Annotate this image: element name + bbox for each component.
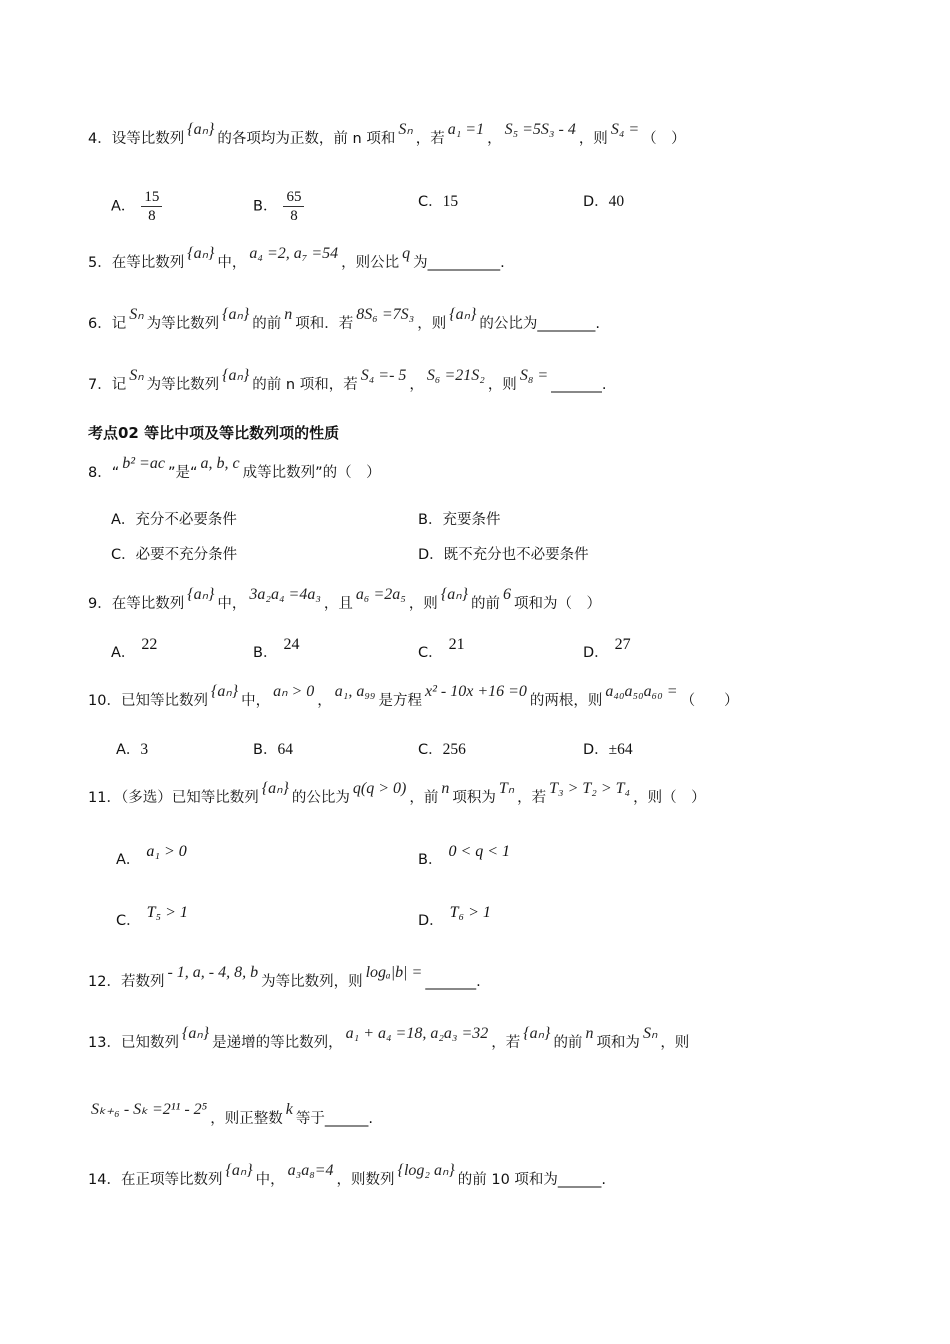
question-text: ， bbox=[487, 131, 502, 147]
question-text: 14．在正项等比数列 bbox=[88, 1172, 223, 1188]
question-4 bbox=[88, 121, 686, 149]
question-text: 项和为 bbox=[596, 1035, 640, 1051]
option-value: 27 bbox=[614, 636, 631, 653]
math-expression: T₃ > T₂ > T₄ bbox=[549, 780, 631, 797]
math-expression: b² =ac bbox=[122, 455, 165, 472]
question-text: 为__________. bbox=[413, 255, 505, 271]
math-expression: {aₙ} bbox=[523, 1025, 551, 1042]
q8-option-a bbox=[111, 510, 237, 530]
option-value: 24 bbox=[283, 636, 300, 653]
math-expression: 8S₆ =7S₃ bbox=[356, 306, 415, 323]
question-text: 的前 10 项和为______. bbox=[457, 1172, 607, 1188]
question-text: _______. bbox=[425, 974, 481, 990]
question-text: 的两根，则 bbox=[529, 693, 603, 709]
math-expression: logₐ|b| = bbox=[365, 964, 423, 981]
q11-option-d bbox=[418, 904, 491, 931]
q11-option-b bbox=[418, 843, 511, 870]
math-expression: Sₙ bbox=[398, 121, 413, 138]
option-label: B． bbox=[418, 512, 443, 528]
option-value: ±64 bbox=[608, 741, 633, 758]
question-text: 5．在等比数列 bbox=[88, 255, 185, 271]
option-value: a₁ > 0 bbox=[146, 843, 187, 860]
math-expression: Sₙ bbox=[642, 1025, 658, 1042]
question-text: ，则（ ） bbox=[633, 790, 706, 806]
question-text: ，则 bbox=[578, 131, 608, 147]
option-label: C． bbox=[116, 913, 141, 929]
math-expression: q bbox=[402, 245, 411, 262]
fraction bbox=[141, 188, 162, 225]
q4-option-a bbox=[111, 188, 162, 225]
math-expression: n bbox=[441, 780, 450, 797]
question-text: ，则公比 bbox=[341, 255, 400, 271]
math-expression: {aₙ} bbox=[225, 1162, 253, 1179]
math-expression: a₆ =2a₅ bbox=[355, 586, 406, 603]
q9-option-b bbox=[253, 636, 300, 663]
question-11 bbox=[88, 780, 706, 808]
option-value: 40 bbox=[608, 193, 625, 210]
question-text: 11．（多选）已知等比数列 bbox=[88, 790, 259, 806]
question-text: 是递增的等比数列， bbox=[212, 1035, 343, 1051]
option-label: C． bbox=[418, 194, 443, 210]
question-text: 为等比数列，则 bbox=[261, 974, 363, 990]
math-expression: {aₙ} bbox=[222, 306, 250, 323]
math-expression: {aₙ} bbox=[187, 586, 215, 603]
question-7 bbox=[88, 367, 607, 395]
math-expression: S₈ = bbox=[519, 367, 549, 384]
option-value: 充分不必要条件 bbox=[135, 512, 237, 528]
question-text: ，则 bbox=[487, 377, 517, 393]
option-value: 3 bbox=[140, 741, 149, 758]
question-text: 4．设等比数列 bbox=[88, 131, 185, 147]
math-expression: Sₖ₊₆ - Sₖ =2¹¹ - 2⁵ bbox=[91, 1101, 208, 1118]
math-expression: a₄ =2, a₇ =54 bbox=[249, 245, 339, 262]
section-heading: 考点02 等比中项及等比数列项的性质 bbox=[88, 424, 340, 442]
question-text: ，则 bbox=[408, 596, 438, 612]
question-text: 为等比数列 bbox=[146, 316, 220, 332]
math-expression: {aₙ} bbox=[210, 683, 239, 700]
question-text: 中， bbox=[217, 596, 247, 612]
option-value: 256 bbox=[442, 741, 466, 758]
option-label: B． bbox=[253, 198, 278, 215]
math-expression: Sₙ bbox=[129, 367, 144, 384]
question-text: 的公比为________. bbox=[479, 316, 600, 332]
question-text: 中， bbox=[241, 693, 271, 709]
option-value: 15 bbox=[442, 193, 459, 210]
question-text: 的公比为 bbox=[291, 790, 350, 806]
question-text: ，则 bbox=[417, 316, 447, 332]
math-expression: 6 bbox=[502, 586, 511, 603]
question-text: 的前 n 项和，若 bbox=[252, 377, 358, 393]
q8-option-b bbox=[418, 510, 500, 530]
math-expression: {aₙ} bbox=[449, 306, 477, 323]
option-label: D． bbox=[583, 645, 609, 661]
question-text: 为等比数列 bbox=[146, 377, 220, 393]
math-expression: {aₙ} bbox=[187, 245, 215, 262]
numerator: 65 bbox=[283, 188, 304, 207]
math-expression: aₙ > 0 bbox=[273, 683, 315, 700]
question-text: 6．记 bbox=[88, 316, 127, 332]
numerator: 15 bbox=[141, 188, 162, 207]
question-text: ，且 bbox=[323, 596, 353, 612]
question-text: 成等比数列”的（ ） bbox=[242, 465, 381, 481]
math-expression: a₁ + a₄ =18, a₂a₃ =32 bbox=[345, 1025, 489, 1042]
question-text: 等于______. bbox=[295, 1111, 373, 1127]
option-label: D． bbox=[418, 547, 444, 563]
question-text: 10．已知等比数列 bbox=[88, 693, 208, 709]
option-value: 64 bbox=[277, 741, 293, 758]
question-text: 项和为（ ） bbox=[513, 596, 601, 612]
question-13-continued bbox=[88, 1101, 373, 1129]
question-text: 项和．若 bbox=[295, 316, 354, 332]
q11-option-a bbox=[116, 843, 187, 870]
option-label: D． bbox=[583, 742, 609, 758]
question-6 bbox=[88, 306, 600, 334]
question-text: 项积为 bbox=[452, 790, 496, 806]
denominator: 8 bbox=[148, 208, 156, 224]
question-text: ，则正整数 bbox=[210, 1111, 283, 1127]
question-12 bbox=[88, 964, 481, 992]
question-text: 8．“ bbox=[88, 465, 120, 481]
question-text: ，则 bbox=[660, 1035, 690, 1051]
option-label: D． bbox=[418, 913, 444, 929]
math-expression: a₃a₈=4 bbox=[287, 1162, 334, 1179]
math-expression: k bbox=[285, 1101, 293, 1118]
question-text: （ ） bbox=[680, 693, 739, 709]
q4-option-b bbox=[253, 188, 304, 225]
math-expression: 3a₂a₄ =4a₃ bbox=[249, 586, 321, 603]
question-text: _______. bbox=[551, 377, 607, 393]
q4-option-c bbox=[418, 192, 458, 212]
math-expression: {aₙ} bbox=[440, 586, 468, 603]
option-label: C． bbox=[111, 547, 136, 563]
math-expression: n bbox=[585, 1025, 594, 1042]
option-label: A． bbox=[111, 512, 136, 528]
q10-option-c bbox=[418, 740, 466, 760]
question-5 bbox=[88, 245, 505, 273]
option-value: 22 bbox=[141, 636, 158, 653]
question-13 bbox=[88, 1025, 690, 1053]
math-expression: a, b, c bbox=[200, 455, 240, 472]
fraction bbox=[283, 188, 304, 225]
math-expression: {log₂ aₙ} bbox=[397, 1162, 455, 1179]
question-text: 7．记 bbox=[88, 377, 127, 393]
option-label: B． bbox=[418, 852, 443, 868]
q11-option-c bbox=[116, 904, 188, 931]
math-expression: a₁ =1 bbox=[447, 121, 485, 138]
q10-option-b bbox=[253, 740, 293, 760]
math-expression: Sₙ bbox=[129, 306, 144, 323]
question-14 bbox=[88, 1162, 607, 1190]
option-value: 21 bbox=[448, 636, 465, 653]
option-label: B． bbox=[253, 742, 278, 758]
question-text: 中， bbox=[217, 255, 247, 271]
question-text: 的各项均为正数，前 n 项和 bbox=[217, 131, 396, 147]
option-value: T₅ > 1 bbox=[146, 904, 188, 921]
option-label: A． bbox=[111, 645, 136, 661]
math-expression: S₄ =- 5 bbox=[360, 367, 407, 384]
question-text: 12．若数列 bbox=[88, 974, 165, 990]
option-label: A． bbox=[116, 852, 141, 868]
question-text: ，则数列 bbox=[336, 1172, 395, 1188]
q10-option-a bbox=[116, 740, 148, 760]
denominator: 8 bbox=[290, 208, 298, 224]
question-text: ，若 bbox=[491, 1035, 521, 1051]
question-text: 13．已知数列 bbox=[88, 1035, 179, 1051]
option-value: 必要不充分条件 bbox=[135, 547, 238, 563]
question-8 bbox=[88, 455, 381, 483]
math-expression: {aₙ} bbox=[222, 367, 250, 384]
option-value: 充要条件 bbox=[442, 512, 501, 528]
question-text: 的前 bbox=[553, 1035, 583, 1051]
math-expression: Tₙ bbox=[498, 780, 515, 797]
q8-option-c bbox=[111, 545, 237, 565]
option-value: 0 < q < 1 bbox=[448, 843, 511, 860]
math-expression: a₄₀a₅₀a₆₀ = bbox=[605, 683, 678, 700]
math-expression: {aₙ} bbox=[187, 121, 215, 138]
math-expression: S₅ =5S₃ - 4 bbox=[504, 121, 576, 138]
option-label: B． bbox=[253, 645, 278, 661]
question-10 bbox=[88, 683, 739, 711]
question-text: 9．在等比数列 bbox=[88, 596, 185, 612]
option-label: C． bbox=[418, 645, 443, 661]
math-expression: n bbox=[284, 306, 293, 323]
question-text: （ ） bbox=[642, 131, 686, 147]
q10-option-d bbox=[583, 740, 633, 760]
option-label: D． bbox=[583, 194, 609, 210]
math-expression: x² - 10x +16 =0 bbox=[424, 683, 527, 700]
q9-option-c bbox=[418, 636, 465, 663]
question-text: 是方程 bbox=[378, 693, 422, 709]
question-text: ， bbox=[317, 693, 332, 709]
question-text: ，若 bbox=[415, 131, 445, 147]
option-label: A． bbox=[111, 198, 136, 215]
q4-option-d bbox=[583, 192, 624, 212]
math-expression: - 1, a, - 4, 8, b bbox=[167, 964, 259, 981]
question-9 bbox=[88, 586, 601, 614]
question-text: 中， bbox=[255, 1172, 285, 1188]
question-text: ，前 bbox=[409, 790, 439, 806]
question-text: 的前 bbox=[470, 596, 500, 612]
q9-option-d bbox=[583, 636, 631, 663]
option-value: T₆ > 1 bbox=[449, 904, 491, 921]
question-text: ”是“ bbox=[167, 465, 198, 481]
math-expression: a₁, a₉₉ bbox=[334, 683, 376, 700]
q9-option-a bbox=[111, 636, 158, 663]
question-text: ， bbox=[409, 377, 424, 393]
q8-option-d bbox=[418, 545, 589, 565]
math-expression: q(q > 0) bbox=[352, 780, 407, 797]
option-value: 既不充分也不必要条件 bbox=[443, 547, 589, 563]
math-expression: S₆ =21S₂ bbox=[426, 367, 485, 384]
math-expression: {aₙ} bbox=[181, 1025, 210, 1042]
option-label: C． bbox=[418, 742, 443, 758]
option-label: A． bbox=[116, 742, 141, 758]
math-expression: {aₙ} bbox=[261, 780, 289, 797]
question-text: ，若 bbox=[517, 790, 547, 806]
math-expression: S₄ = bbox=[610, 121, 640, 138]
question-text: 的前 bbox=[252, 316, 282, 332]
